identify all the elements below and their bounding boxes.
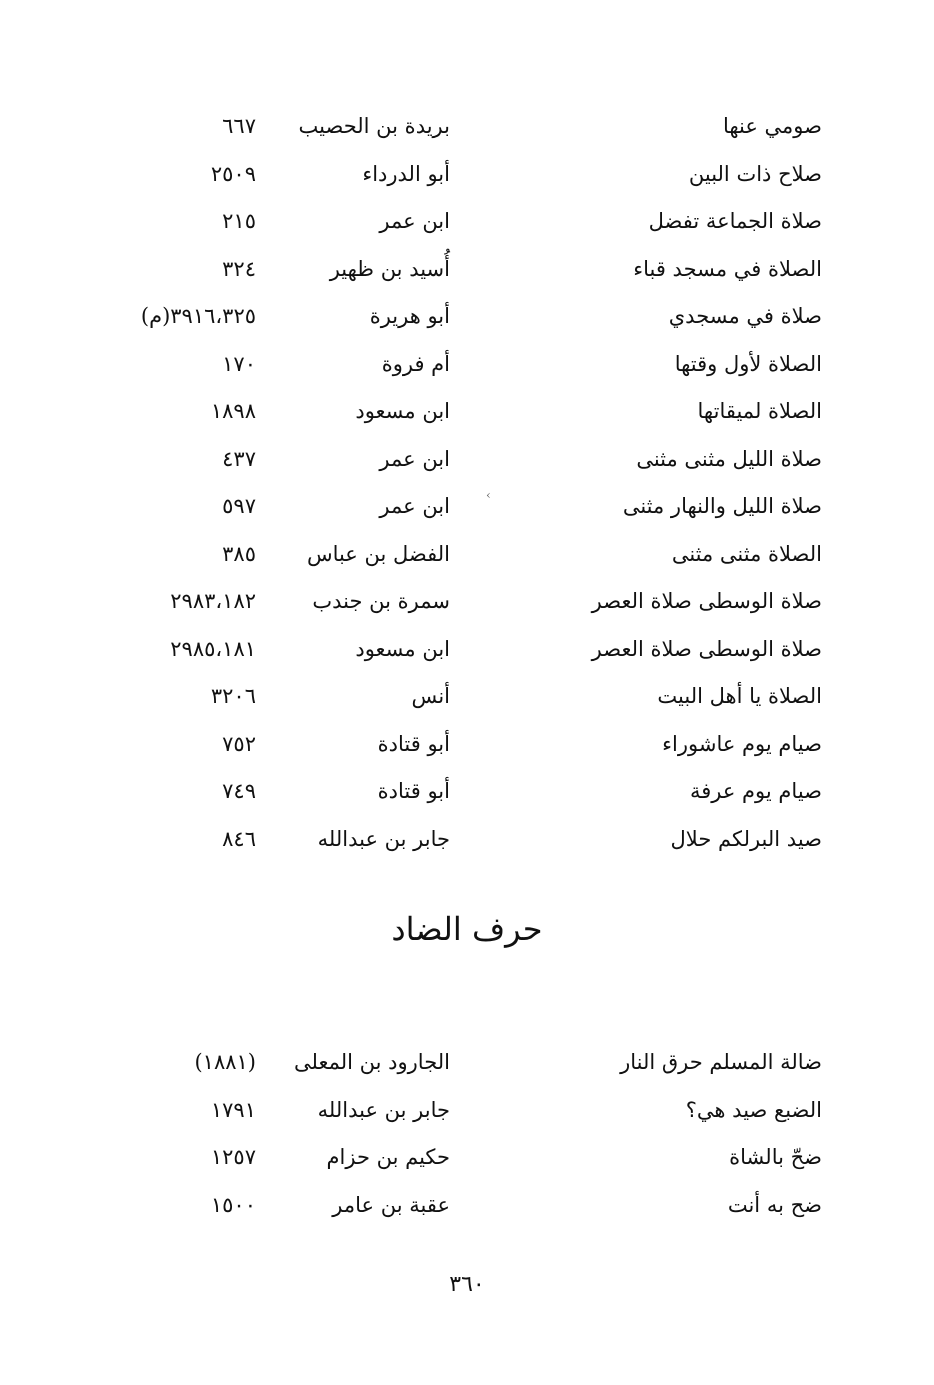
narrator: أبو الدرداء (362, 161, 450, 186)
hadith-text: صلاة الوسطى صلاة العصر (591, 636, 822, 661)
reference-number: ٦٦٧ (222, 114, 256, 138)
index-row (0, 732, 934, 772)
narrator: أنس (411, 684, 450, 708)
narrator: حكيم بن حزام (326, 1145, 450, 1169)
reference-number: ١٨٩٨ (210, 399, 256, 423)
index-row (0, 209, 934, 249)
index-row (0, 494, 934, 534)
hadith-text: الصلاة لأول وقتها (674, 351, 822, 376)
hadith-text: ضح به أنت (727, 1192, 822, 1217)
index-row (0, 1145, 934, 1185)
reference-number: ٣٢٤ (222, 256, 256, 281)
index-row (0, 114, 934, 154)
hadith-text: ضالة المسلم حرق النار (620, 1050, 822, 1074)
reference-number: ١٧٠ (222, 351, 256, 376)
hadith-text: الصلاة لميقاتها (697, 399, 822, 423)
hadith-text: صيام يوم عرفة (689, 779, 822, 803)
narrator: أبو هريرة (369, 304, 450, 328)
hadith-text: صلاة الليل مثنى مثنى (636, 446, 822, 471)
narrator: الفضل بن عباس (306, 541, 450, 566)
narrator: ابن مسعود (355, 636, 450, 661)
narrator: أبو قتادة (377, 779, 450, 803)
section-heading: حرف الضاد (391, 910, 543, 948)
narrator: بريدة بن الحصيب (298, 114, 450, 138)
narrator: أُسيد بن ظهير (329, 256, 450, 281)
reference-number: ٢٥٠٩ (210, 161, 256, 186)
hadith-text: صلاة في مسجدي (668, 304, 822, 328)
index-row (0, 779, 934, 819)
reference-number: ٣٨٥ (222, 541, 256, 566)
narrator: جابر بن عبدالله (317, 826, 450, 851)
narrator: أم فروة (381, 351, 450, 376)
reference-number: ٣٢٠٦ (210, 684, 256, 708)
index-row (0, 1050, 934, 1090)
hadith-text: الصلاة مثنى مثنى (671, 541, 822, 566)
index-row (0, 399, 934, 439)
index-row (0, 637, 934, 677)
reference-number: ٧٤٩ (222, 779, 256, 803)
stray-mark: ‹ (486, 488, 491, 502)
reference-number: ١٢٥٧ (210, 1145, 256, 1169)
narrator: ابن عمر (379, 446, 450, 471)
index-row (0, 304, 934, 344)
narrator: ابن عمر (379, 209, 450, 233)
hadith-text: صومي عنها (722, 114, 822, 138)
index-row (0, 827, 934, 867)
narrator: جابر بن عبدالله (317, 1097, 450, 1122)
hadith-text: صيام يوم عاشوراء (662, 731, 822, 756)
hadith-text: الصلاة في مسجد قباء (633, 256, 822, 281)
index-row (0, 1098, 934, 1138)
reference-number: ٥٩٧ (222, 494, 256, 518)
hadith-text: صلاح ذات البين (688, 161, 822, 186)
reference-number: ٢٩٨٣،١٨٢ (170, 589, 256, 613)
hadith-text: الضبع صيد هي؟ (685, 1097, 822, 1122)
reference-number: (١٨٨١) (194, 1050, 256, 1074)
hadith-text: صيد البرلكم حلال (670, 826, 822, 851)
index-row (0, 684, 934, 724)
index-row (0, 589, 934, 629)
index-row (0, 162, 934, 202)
narrator: الجارود بن المعلى (294, 1050, 450, 1074)
index-row (0, 542, 934, 582)
reference-number: ٣٩١٦،٣٢٥(م) (140, 304, 256, 328)
narrator: سمرة بن جندب (312, 589, 450, 613)
index-row (0, 257, 934, 297)
hadith-text: صلاة الليل والنهار مثنى (622, 494, 822, 518)
narrator: أبو قتادة (377, 731, 450, 756)
reference-number: ١٥٠٠ (210, 1192, 256, 1217)
index-row (0, 447, 934, 487)
narrator: ابن عمر (379, 494, 450, 518)
hadith-text: صلاة الوسطى صلاة العصر (591, 589, 822, 613)
narrator: ابن مسعود (355, 399, 450, 423)
index-row (0, 1193, 934, 1233)
index-row (0, 352, 934, 392)
reference-number: ٢١٥ (222, 209, 256, 233)
reference-number: ١٧٩١ (210, 1097, 256, 1122)
page-number: ٣٦٠ (449, 1272, 485, 1297)
reference-number: ٧٥٢ (222, 731, 256, 756)
reference-number: ٢٩٨٥،١٨١ (170, 636, 256, 661)
reference-number: ٨٤٦ (222, 826, 256, 851)
hadith-text: الصلاة يا أهل البيت (657, 684, 822, 708)
hadith-text: صلاة الجماعة تفضل (648, 209, 822, 233)
hadith-text: ضحّ بالشاة (729, 1145, 822, 1169)
narrator: عقبة بن عامر (332, 1192, 450, 1217)
reference-number: ٤٣٧ (222, 446, 256, 471)
